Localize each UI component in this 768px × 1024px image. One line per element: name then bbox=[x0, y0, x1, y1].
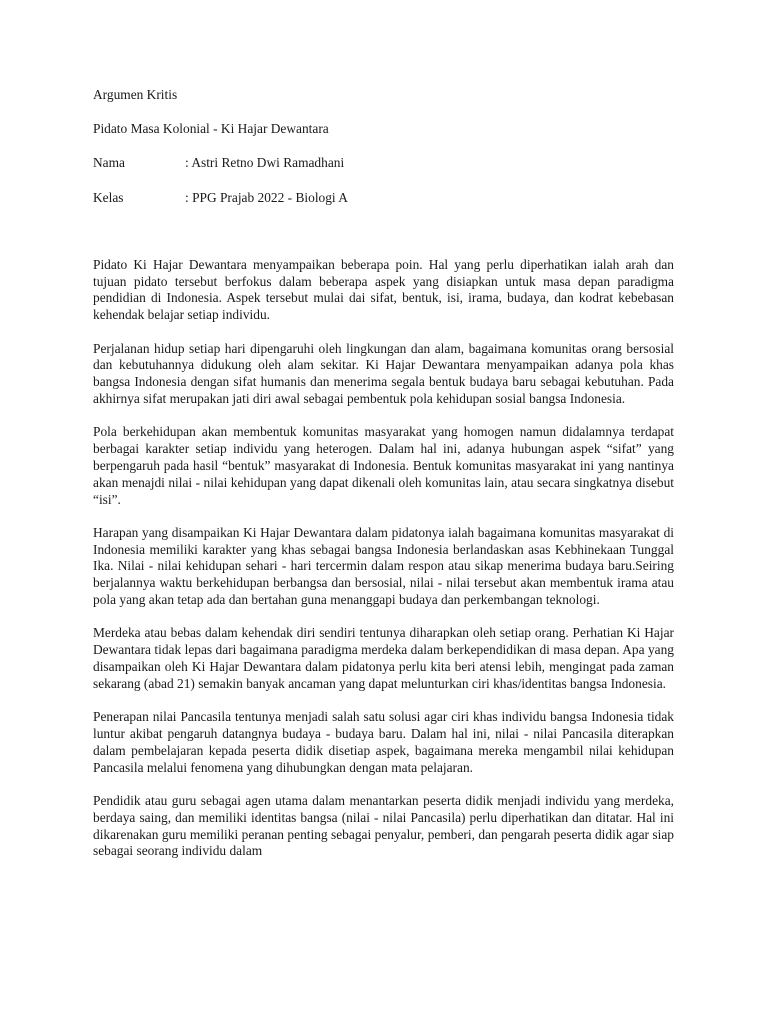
field-label-kelas: Kelas bbox=[93, 189, 124, 205]
body-paragraph: Penerapan nilai Pancasila tentunya menjadi salah satu solusi agar ciri khas individu bangsa Indonesia tidak luntur akibat pengaruh datangnya budaya - budaya baru. Dalam hal ini, nilai - nilai Pancasila diterapkan dalam pembelajaran kepada peserta didik disetiap aspek, bagaimana mereka mengambil nilai kehidupan Pancasila melalui fenomena yang dihubungkan dengan mata pelajaran. bbox=[93, 709, 674, 775]
document-title: Argumen Kritis bbox=[93, 87, 178, 102]
body-paragraph: Perjalanan hidup setiap hari dipengaruhi oleh lingkungan dan alam, bagaimana komunitas orang bersosial dan kebutuhannya didukung oleh alam sekitar. Ki Hajar Dewantara menyampaikan adanya pola khas bangsa Indonesia dengan sifat humanis dan menerima segala bentuk budaya baru sebagai kebutuhan. Pada akhirnya sifat merupakan jati diri awal sebagai pembentuk pola kehidupan sosial bangsa Indonesia. bbox=[93, 340, 674, 406]
field-row-kelas bbox=[93, 190, 674, 207]
section-spacer bbox=[93, 224, 674, 257]
body-paragraph: Merdeka atau bebas dalam kehendak diri sendiri tentunya diharapkan oleh setiap orang. Perhatian Ki Hajar Dewantara tidak lepas dari bagaimana paradigma merdeka dalam berkependidikan di masa depan. Apa yang disampaikan oleh Ki Hajar Dewantara dalam pidatonya perlu kita beri atensi lebih, mengingat pada zaman sekarang (abad 21) semakin banyak ancaman yang dapat melunturkan ciri khas/identitas bangsa Indonesia. bbox=[93, 625, 674, 691]
field-value-kelas: : PPG Prajab 2022 - Biologi A bbox=[185, 189, 348, 205]
document-subtitle: Pidato Masa Kolonial - Ki Hajar Dewantara bbox=[93, 121, 329, 137]
field-value-nama: : Astri Retno Dwi Ramadhani bbox=[185, 155, 345, 171]
field-label-nama: Nama bbox=[93, 155, 125, 171]
field-row-nama bbox=[93, 155, 674, 172]
body-paragraph: Pendidik atau guru sebagai agen utama dalam menantarkan peserta didik menjadi individu yang merdeka, berdaya saing, dan memiliki identitas bangsa (nilai - nilai Pancasila) perlu diperhatikan dan ditatar. Hal ini dikarenakan guru memiliki peranan penting sebagai penyalur, pemberi, dan pengarah peserta didik agar siap sebagai seorang individu dalam bbox=[93, 793, 674, 859]
body-paragraph: Pola berkehidupan akan membentuk komunitas masyarakat yang homogen namun didalamnya terdapat berbagai karakter setiap individu yang heterogen. Dalam hal ini, adanya hubungan aspek “sifat” yang berpengaruh pada hasil “bentuk” masyarakat di Indonesia. Bentuk komunitas masyarakat ini yang nantinya akan menajdi nilai - nilai kehidupan yang dapat dikenali oleh komunitas lain, atau secara singkatnya disebut “isi”. bbox=[93, 424, 674, 507]
body-paragraph: Harapan yang disampaikan Ki Hajar Dewantara dalam pidatonya ialah bagaimana komunitas masyarakat di Indonesia memiliki karakter yang khas sebagai bangsa Indonesia berlandaskan asas Kebhinekaan Tunggal Ika. Nilai - nilai kehidupan sehari - hari tercermin dalam respon atau sikap menerima budaya baru.Seiring berjalannya waktu berkehidupan berbangsa dan bersosial, nilai - nilai tersebut akan membentuk irama atau pola yang akan tetap ada dan bertahan guna menanggapi budaya dan perkembangan teknologi. bbox=[93, 524, 674, 608]
body-paragraph: Pidato Ki Hajar Dewantara menyampaikan beberapa poin. Hal yang perlu diperhatikan ialah arah dan tujuan pidato tersebut berfokus dalam beberapa aspek yang disiapkan untuk masa depan paradigma pendidian di Indonesia. Aspek tersebut mulai dai sifat, bentuk, isi, irama, budaya, dan kodrat kebebasan kehendak belajar setiap individu. bbox=[93, 256, 674, 323]
